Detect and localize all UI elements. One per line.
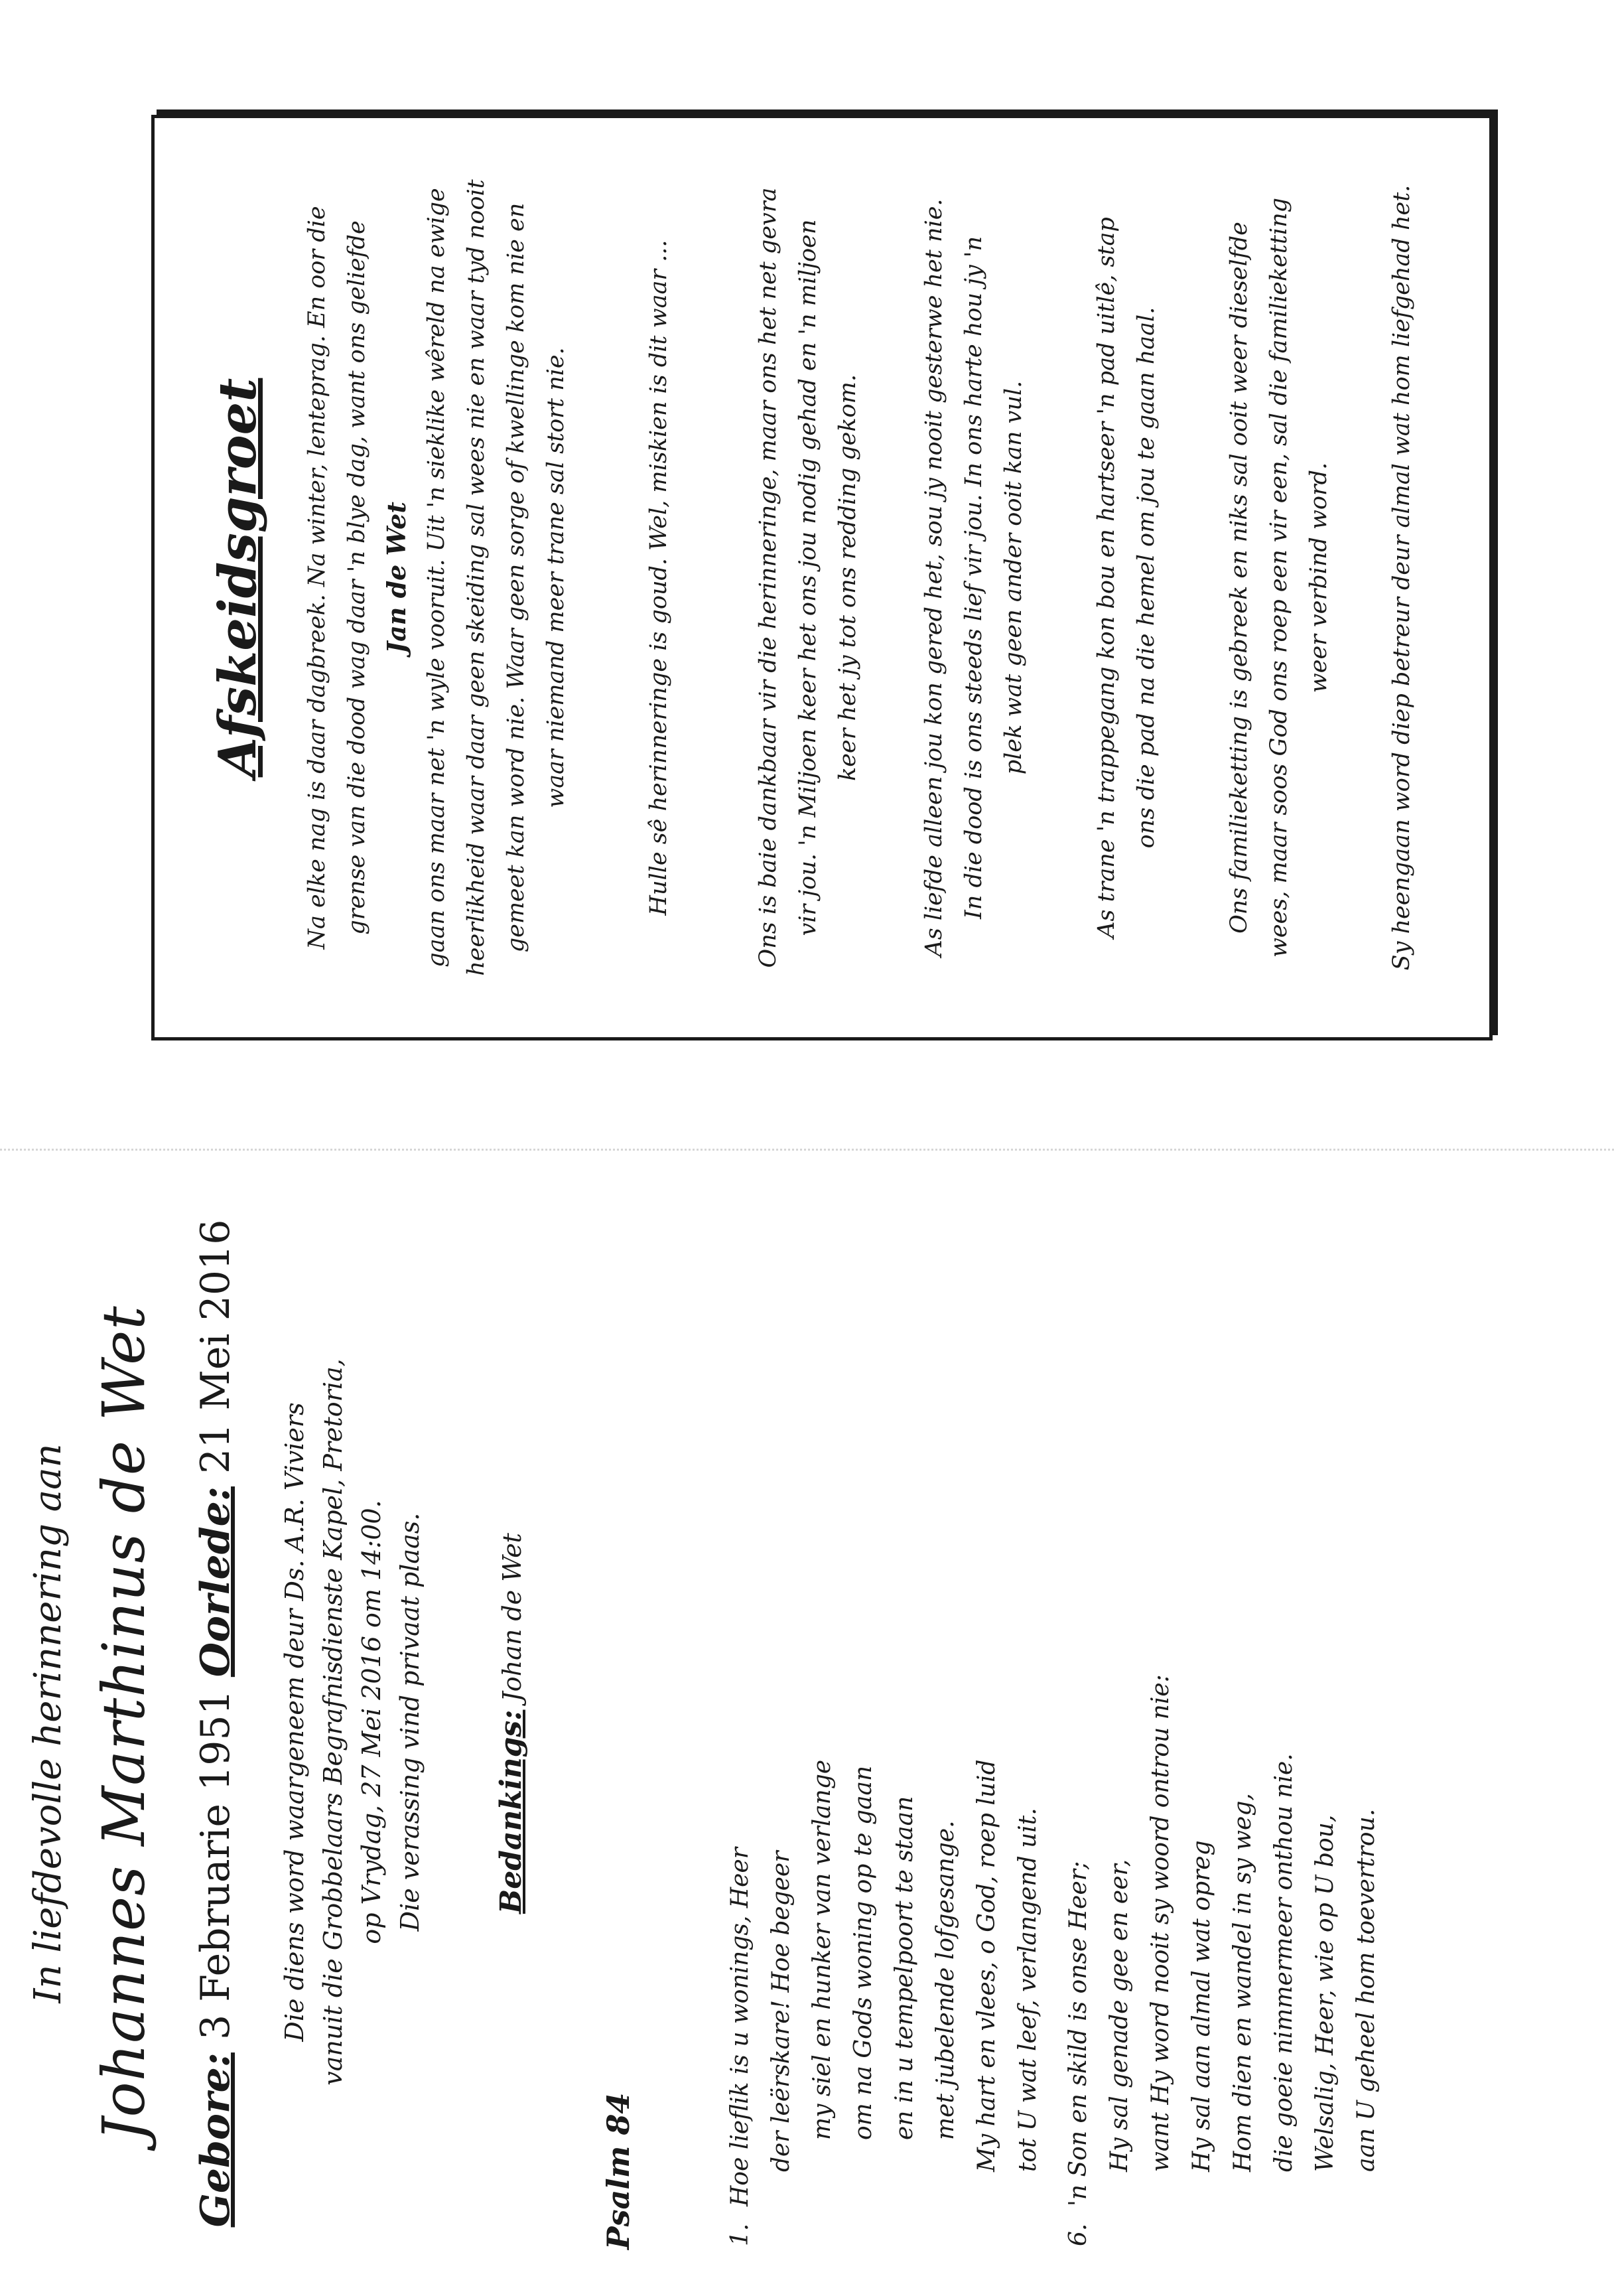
psalm-title: Psalm 84	[600, 2092, 636, 2250]
farewell-author: Jan de Wet	[381, 502, 411, 654]
farewell-paragraph	[748, 158, 868, 997]
farewell-line: gemeet kan word nie. Waar geen sorge of kwellinge kom nie en	[503, 202, 529, 953]
farewell-paragraph	[1219, 158, 1339, 997]
verse-line: my siel en hunker van verlange	[809, 1759, 836, 2140]
farewell-line: heerlikheid waar daar geen skeiding sal wees nie en waar tyd nooit	[463, 179, 490, 976]
farewell-paragraph	[297, 158, 576, 997]
verse-line: die goeie nimmermeer onthou nie.	[1270, 1753, 1298, 2172]
service-line: Die diens word waargeneem deur Ds. A.R. Viviers	[280, 1402, 309, 2042]
farewell-line: vir jou. 'n Miljoen keer het ons jou nodig gehad en 'n miljoen	[795, 219, 821, 936]
verse-line: Welsalig, Heer, wie op U bou,	[1311, 1814, 1339, 2172]
farewell-title: Afskeidsgroet	[208, 378, 268, 778]
farewell-line: As liefde alleen jou kon gered het, sou jy nooit gesterwe het nie.	[921, 198, 947, 957]
verse-line: 'n Son en skild is onse Heer;	[1065, 1861, 1092, 2206]
verse-line: Hom dien en wandel in sy weg,	[1229, 1793, 1256, 2172]
verse-line: tot U wat leef, verlangend uit.	[1014, 1808, 1042, 2172]
verse-line: My hart en vlees, o God, roep luid	[973, 1759, 1000, 2172]
farewell-panel	[151, 115, 1493, 1040]
farewell-line: grense van die dood wag daar 'n blye dag, want ons geliefde	[344, 220, 370, 935]
farewell-line: Na elke nag is daar dagbreek. Na winter, lenteprag. En oor die	[304, 206, 330, 950]
acknowledgements	[494, 1151, 528, 2296]
service-line: Die verassing vind privaat plaas.	[395, 1512, 425, 1932]
verse-line: en in u tempelpoort te staan	[891, 1796, 918, 2140]
farewell-line: weer verbind word.	[1306, 462, 1332, 693]
farewell-paragraph	[639, 158, 679, 997]
verse-line: aan U geheel hom toevertrou.	[1353, 1808, 1380, 2172]
verse-line: met jubelende lofgesange.	[932, 1820, 959, 2140]
farewell-line: keer het jy tot ons redding gekom.	[835, 374, 861, 781]
farewell-line: Sy heengaan word diep betreur deur almal wat hom liefgehad het.	[1388, 184, 1415, 971]
service-details	[275, 1248, 429, 2196]
deceased-name: Johannes Marthinus de Wet	[90, 1305, 158, 2141]
service-line: op Vrydag, 27 Mei 2016 om 14:00.	[357, 1500, 386, 1944]
psalm-verse-1	[720, 1759, 1049, 2246]
verse-line: Hoe lieflik is u wonings, Heer	[726, 1847, 754, 2206]
farewell-line: ons die pad na die hemel om jou te gaan haal.	[1133, 307, 1160, 849]
farewell-line: Hulle sê herinneringe is goud. Wel, miskien is dit waar ...	[645, 240, 672, 916]
service-line: vanuit die Grobbelaars Begrafnisdienste Kapel, Pretoria,	[318, 1358, 348, 2086]
verse-line: Hy sal genade gee en eer,	[1106, 1859, 1133, 2172]
born-label: Gebore:	[192, 2052, 239, 2228]
verse-line: der leërskare! Hoe begeer	[768, 1851, 795, 2172]
farewell-line: Ons familieketting is gebreek en niks sal ooit weer dieselfde	[1226, 222, 1252, 934]
farewell-line: plek wat geen ander ooit kan vul.	[1000, 380, 1027, 775]
died-date: 21 Mei 2016	[192, 1219, 239, 1474]
verse-line: want Hy word nooit sy woord ontrou nie:	[1147, 1674, 1174, 2172]
intro-text: In liefdevolle herinnering aan	[27, 1443, 70, 2003]
verse-line: om na Gods woning op te gaan	[850, 1765, 877, 2140]
psalm-verse-6	[1058, 1674, 1387, 2246]
life-dates	[192, 1151, 239, 2296]
farewell-line: As trane 'n trappegang kon bou en hartseer 'n pad uitlê, stap	[1093, 217, 1120, 938]
died-label: Oorlede:	[192, 1486, 239, 1678]
farewell-paragraph	[914, 158, 1034, 997]
farewell-line: waar niemand meer trane sal stort nie.	[543, 347, 569, 808]
farewell-line: In die dood is ons steeds lief vir jou. In ons harte hou jy 'n	[961, 236, 987, 920]
farewell-line: Ons is baie dankbaar vir die herinneringe, maar ons het net gevra	[755, 187, 781, 968]
verse-number: 6.	[1065, 2223, 1092, 2246]
cover-panel	[0, 1151, 1614, 2296]
thanks-name: Johan de Wet	[498, 1533, 527, 1702]
verse-number: 1.	[726, 2223, 754, 2246]
farewell-paragraph	[1382, 158, 1422, 997]
thanks-label: Bedankings:	[494, 1709, 528, 1914]
farewell-line: wees, maar soos God ons roep een vir een, sal die familieketting	[1266, 197, 1292, 958]
born-date: 3 Februarie 1951	[192, 1689, 239, 2040]
farewell-paragraph	[1087, 158, 1166, 997]
verse-line: Hy sal aan almal wat opreg	[1188, 1840, 1215, 2172]
farewell-line: gaan ons maar net 'n wyle vooruit. Uit 'n sieklike wêreld na ewige	[423, 188, 450, 968]
